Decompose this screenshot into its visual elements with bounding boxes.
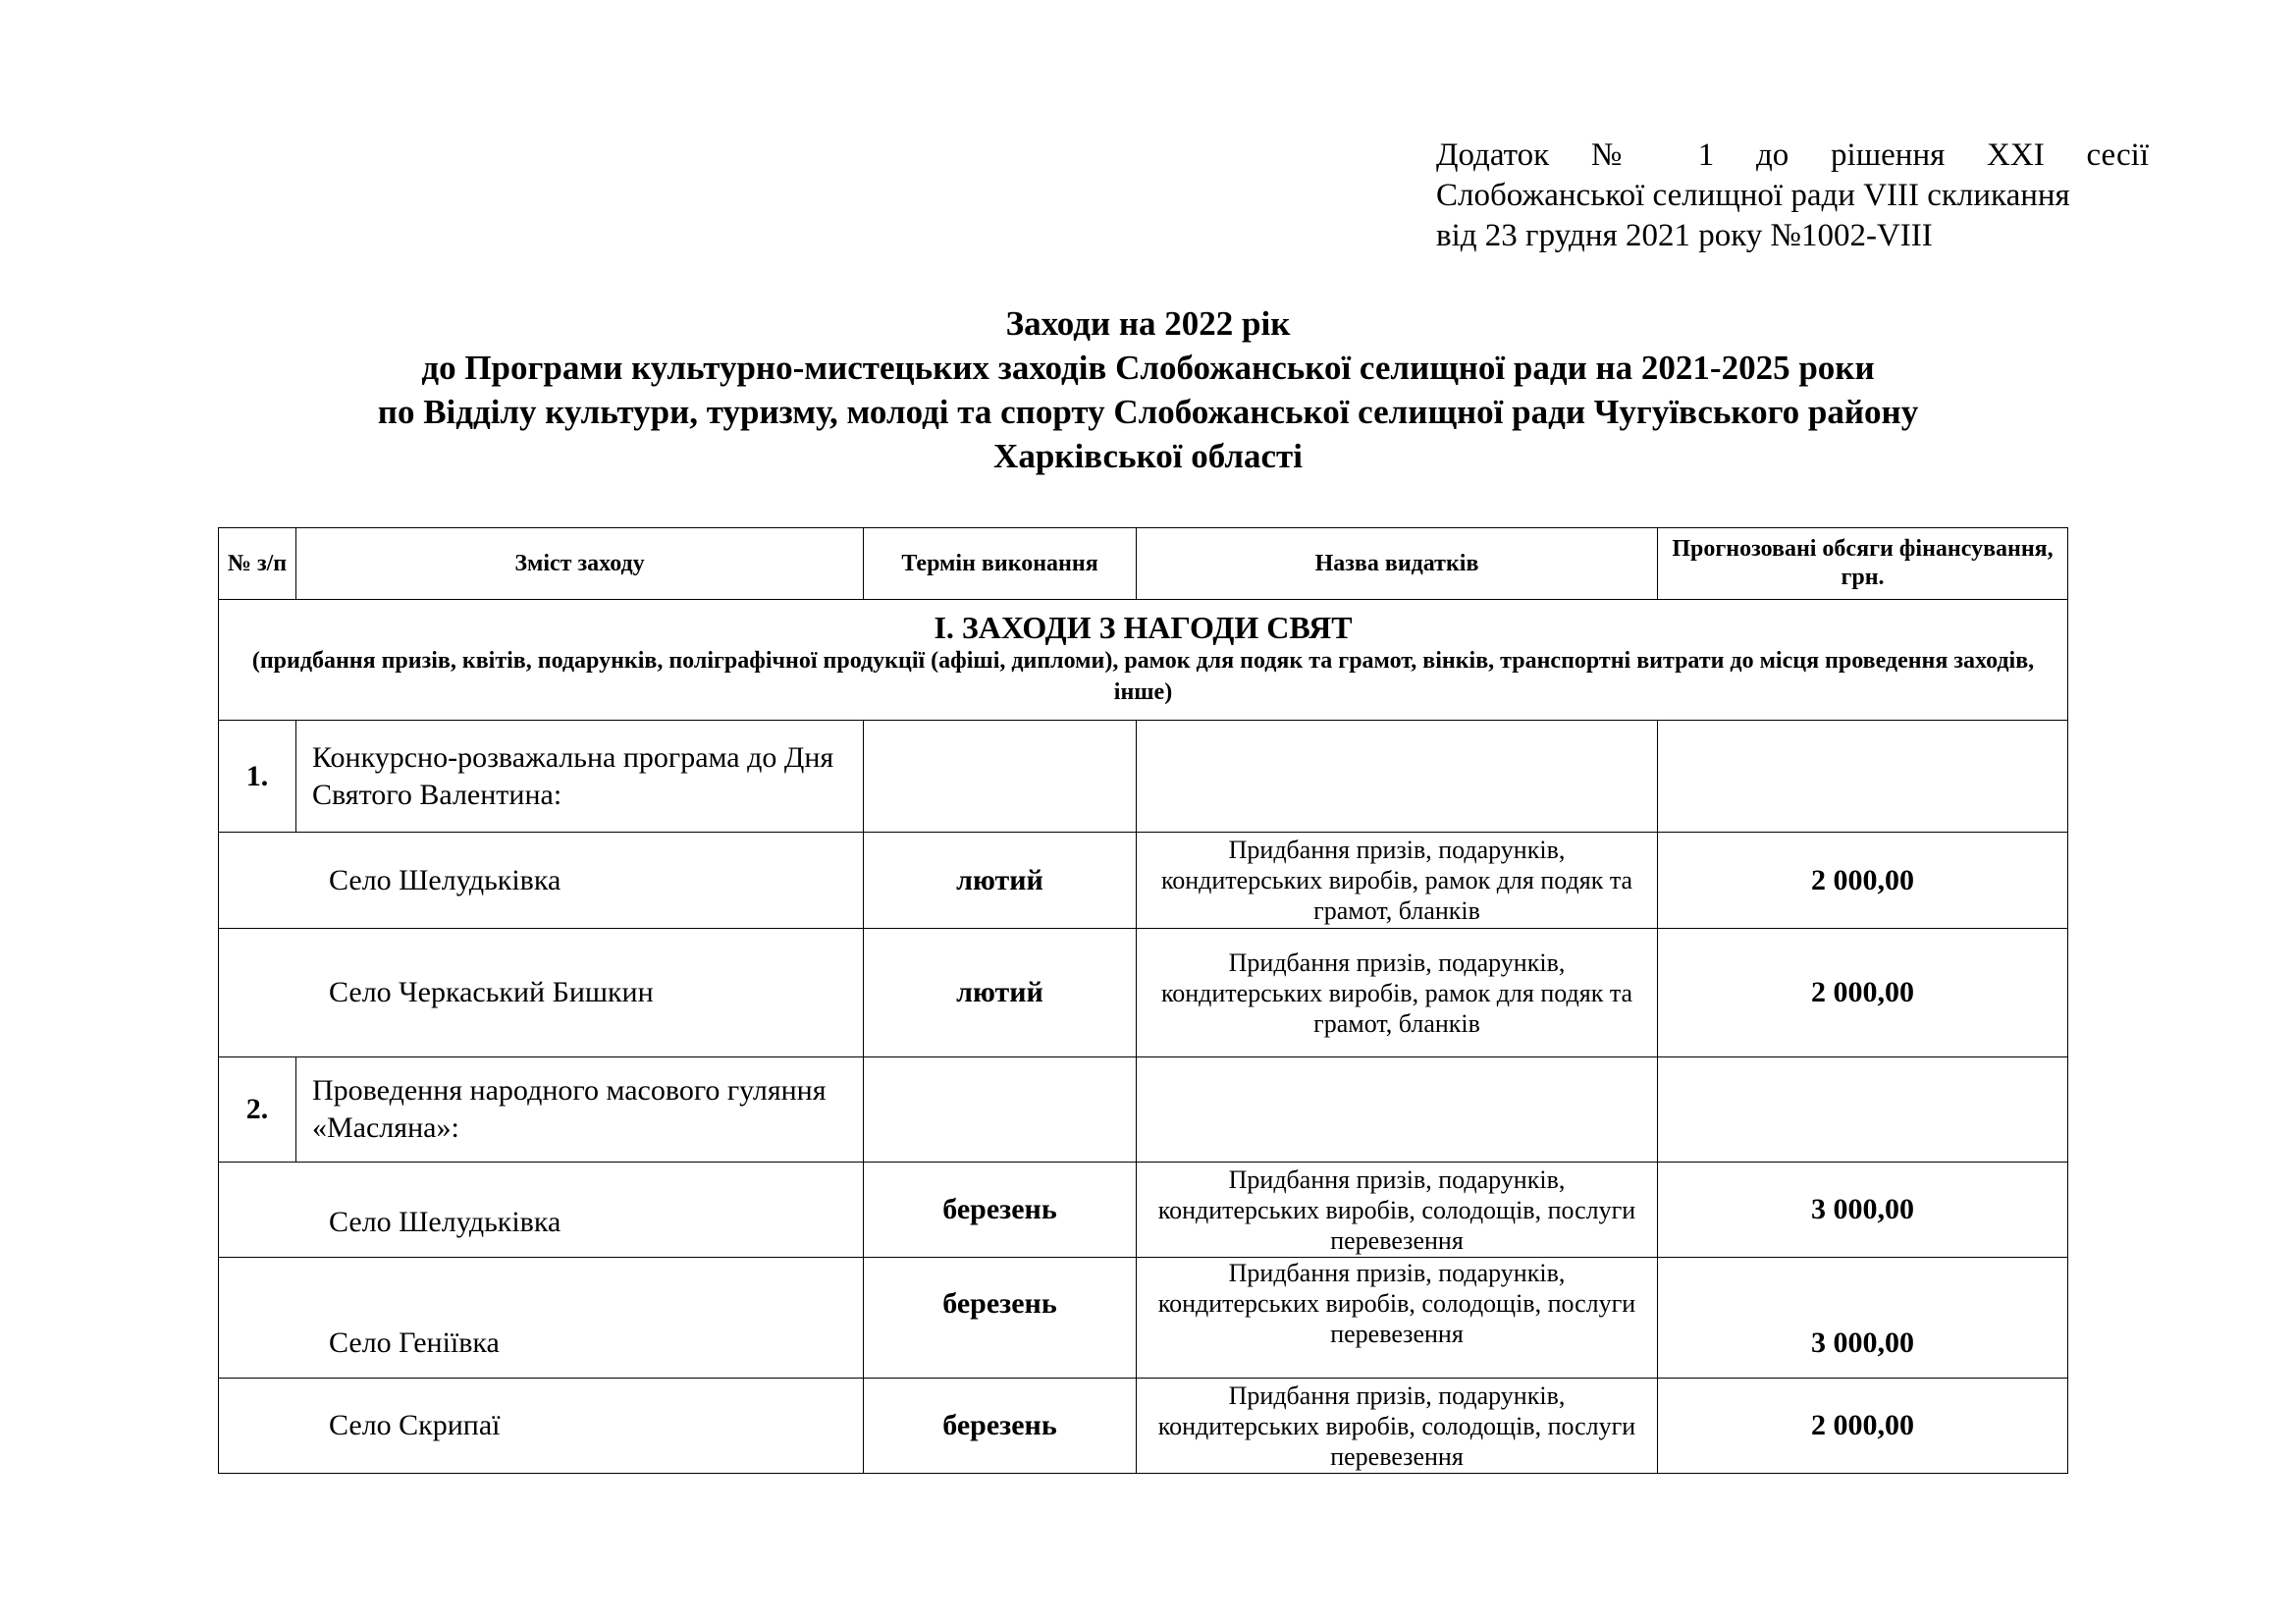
events-table xyxy=(218,527,2068,1474)
header-expense: Назва видатків xyxy=(1137,528,1658,600)
empty-cell xyxy=(1137,721,1658,833)
event-title: Проведення народного масового гуляння «Масляна»: xyxy=(296,1057,864,1163)
annex-line-2: Слобожанської селищної ради VIII скликання xyxy=(1436,178,2070,213)
table-header-row xyxy=(219,528,2068,600)
event-row xyxy=(219,721,2068,833)
annex-note xyxy=(1436,135,2149,256)
term-cell: лютий xyxy=(864,929,1137,1057)
expense-cell: Придбання призів, подарунків, кондитерських виробів, солодощів, послуги перевезення xyxy=(1137,1163,1658,1258)
section-note: (придбання призів, квітів, подарунків, поліграфічної продукції (афіші, дипломи), рамок для подяк та грамот, вінків, транспортні витрати до місця проведення заходів, інше) xyxy=(251,648,2035,705)
header-term: Термін виконання xyxy=(864,528,1137,600)
amount-cell: 2 000,00 xyxy=(1658,833,2068,929)
location-cell: Село Геніївка xyxy=(219,1258,864,1379)
amount-cell: 3 000,00 xyxy=(1658,1163,2068,1258)
term-cell: лютий xyxy=(864,833,1137,929)
event-title: Конкурсно-розважальна програма до Дня Святого Валентина: xyxy=(296,721,864,833)
amount-cell: 3 000,00 xyxy=(1658,1258,2068,1379)
table-row xyxy=(219,1258,2068,1379)
table-row xyxy=(219,929,2068,1057)
location-cell: Село Шелудьківка xyxy=(219,1163,864,1258)
location-cell: Село Шелудьківка xyxy=(219,833,864,929)
empty-cell xyxy=(864,721,1137,833)
expense-cell: Придбання призів, подарунків, кондитерських виробів, солодощів, послуги перевезення xyxy=(1137,1258,1658,1379)
header-num: № з/п xyxy=(219,528,296,600)
annex-line-3: від 23 грудня 2021 року №1002-VIII xyxy=(1436,218,1933,253)
empty-cell xyxy=(1658,721,2068,833)
event-row xyxy=(219,1057,2068,1163)
annex-line-1: Додаток № 1 до рішення XXI сесії xyxy=(1436,137,2149,173)
table-row xyxy=(219,1163,2068,1258)
title-line-3: по Відділу культури, туризму, молоді та спорту Слобожанської селищної ради Чугуївського району xyxy=(377,393,1919,431)
location-cell: Село Черкаський Бишкин xyxy=(219,929,864,1057)
expense-cell: Придбання призів, подарунків, кондитерських виробів, рамок для подяк та грамот, бланків xyxy=(1137,929,1658,1057)
term-cell: березень xyxy=(864,1379,1137,1474)
amount-cell: 2 000,00 xyxy=(1658,929,2068,1057)
section-cell xyxy=(219,600,2068,721)
expense-cell: Придбання призів, подарунків, кондитерських виробів, рамок для подяк та грамот, бланків xyxy=(1137,833,1658,929)
header-amount: Прогнозовані обсяги фінансування, грн. xyxy=(1658,528,2068,600)
location-cell: Село Скрипаї xyxy=(219,1379,864,1474)
term-cell: березень xyxy=(864,1163,1137,1258)
title-line-1: Заходи на 2022 рік xyxy=(1005,304,1291,343)
empty-cell xyxy=(1658,1057,2068,1163)
document-title xyxy=(0,301,2296,478)
title-line-2: до Програми культурно-мистецьких заходів Слобожанської селищної ради на 2021-2025 роки xyxy=(421,349,1875,387)
event-number: 1. xyxy=(219,721,296,833)
header-content: Зміст заходу xyxy=(296,528,864,600)
event-number: 2. xyxy=(219,1057,296,1163)
table-row xyxy=(219,1379,2068,1474)
empty-cell xyxy=(864,1057,1137,1163)
amount-cell: 2 000,00 xyxy=(1658,1379,2068,1474)
section-row xyxy=(219,600,2068,721)
expense-cell: Придбання призів, подарунків, кондитерських виробів, солодощів, послуги перевезення xyxy=(1137,1379,1658,1474)
section-title: І. ЗАХОДИ З НАГОДИ СВЯТ xyxy=(934,610,1353,645)
table-row xyxy=(219,833,2068,929)
empty-cell xyxy=(1137,1057,1658,1163)
title-line-4: Харківської області xyxy=(993,437,1303,475)
term-cell: березень xyxy=(864,1258,1137,1379)
